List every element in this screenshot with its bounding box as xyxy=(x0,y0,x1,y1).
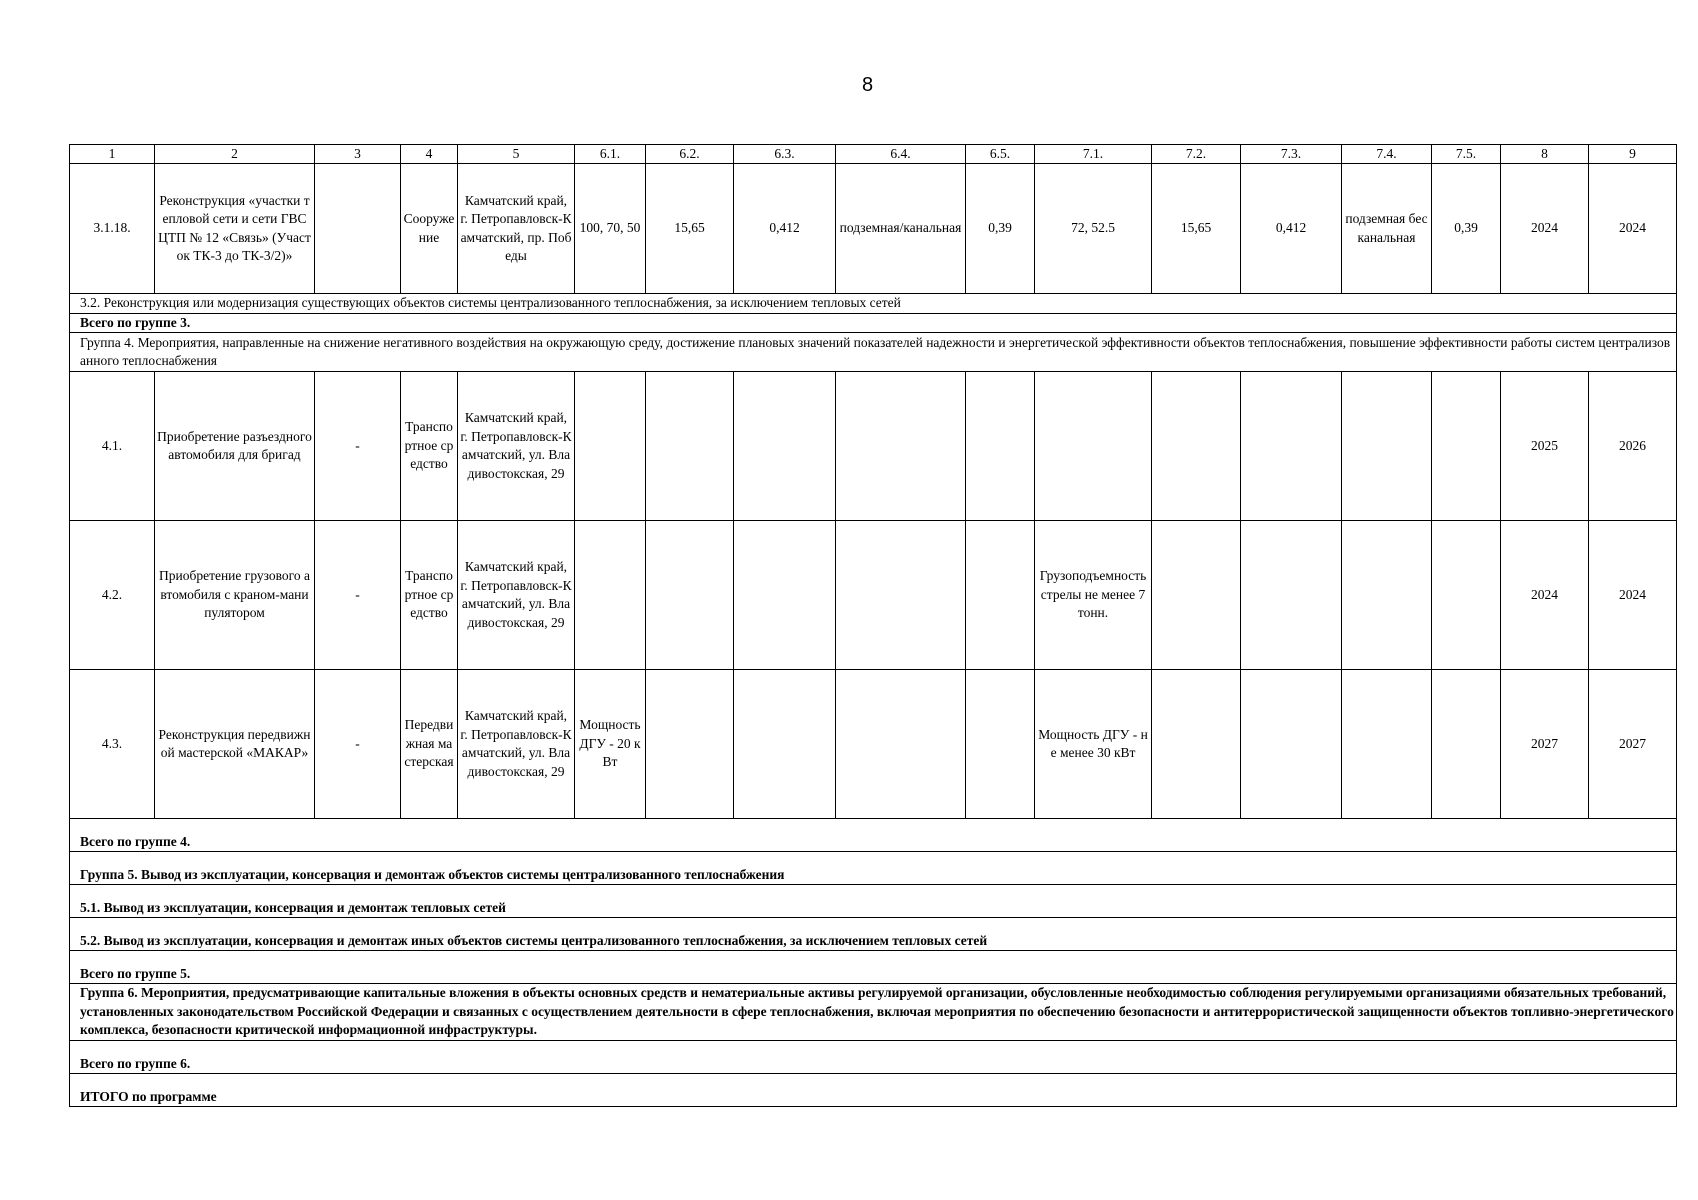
header-cell: 3 xyxy=(315,145,401,164)
cell-6-2 xyxy=(646,521,734,670)
measures-table xyxy=(69,144,1677,1107)
cell-year-end: 2026 xyxy=(1589,372,1677,521)
cell-7-4 xyxy=(1342,670,1432,819)
group-row-5 xyxy=(70,852,1677,885)
section-text: 5.2. Вывод из эксплуатации, консервация и демонтаж иных объектов системы централизованного теплоснабжения, за исключением тепловых сетей xyxy=(70,918,1677,951)
total-row-group-3 xyxy=(70,313,1677,333)
cell-number: 4.2. xyxy=(70,521,155,670)
cell-7-3 xyxy=(1241,372,1342,521)
cell-7-5 xyxy=(1432,670,1501,819)
cell-6-2 xyxy=(646,670,734,819)
cell-7-2 xyxy=(1152,521,1241,670)
cell-6-4 xyxy=(836,670,966,819)
cell-7-3 xyxy=(1241,521,1342,670)
header-cell: 6.4. xyxy=(836,145,966,164)
total-text: Всего по группе 4. xyxy=(70,819,1677,852)
header-row xyxy=(70,145,1677,164)
group-row-6 xyxy=(70,984,1677,1041)
cell-location: Камчатский край, г. Петропавловск-Камчатский, ул. Владивостокская, 29 xyxy=(458,670,575,819)
cell-location: Камчатский край, г. Петропавловск-Камчатский, ул. Владивостокская, 29 xyxy=(458,372,575,521)
cell-7-2 xyxy=(1152,670,1241,819)
cell-name: Реконструкция передвижной мастерской «МАКАР» xyxy=(155,670,315,819)
cell-object-type: Транспортное средство xyxy=(401,521,458,670)
cell-6-2: 15,65 xyxy=(646,164,734,294)
cell-6-4 xyxy=(836,521,966,670)
cell-7-1: Мощность ДГУ - не менее 30 кВт xyxy=(1035,670,1152,819)
header-cell: 8 xyxy=(1501,145,1589,164)
cell-6-3: 0,412 xyxy=(734,164,836,294)
header-cell: 5 xyxy=(458,145,575,164)
cell-number: 4.1. xyxy=(70,372,155,521)
header-cell: 2 xyxy=(155,145,315,164)
total-text: Всего по группе 3. xyxy=(70,313,1677,333)
section-row-5-1 xyxy=(70,885,1677,918)
cell-7-3: 0,412 xyxy=(1241,164,1342,294)
total-row-group-4 xyxy=(70,819,1677,852)
cell-7-5 xyxy=(1432,372,1501,521)
cell-6-2 xyxy=(646,372,734,521)
cell-7-5 xyxy=(1432,521,1501,670)
cell-7-3 xyxy=(1241,670,1342,819)
section-row-3-2 xyxy=(70,294,1677,314)
cell-6-3 xyxy=(734,670,836,819)
grand-total-row xyxy=(70,1074,1677,1107)
cell-year-end: 2024 xyxy=(1589,164,1677,294)
cell-7-2: 15,65 xyxy=(1152,164,1241,294)
cell-6-5: 0,39 xyxy=(966,164,1035,294)
cell-7-4 xyxy=(1342,372,1432,521)
cell-6-1: 100, 70, 50 xyxy=(575,164,646,294)
header-cell: 7.5. xyxy=(1432,145,1501,164)
cell-6-5 xyxy=(966,372,1035,521)
cell-c3: - xyxy=(315,521,401,670)
cell-c3 xyxy=(315,164,401,294)
header-cell: 7.2. xyxy=(1152,145,1241,164)
cell-6-3 xyxy=(734,372,836,521)
header-cell: 9 xyxy=(1589,145,1677,164)
cell-name: Приобретение грузового автомобиля с краном-манипулятором xyxy=(155,521,315,670)
total-text: Всего по группе 6. xyxy=(70,1041,1677,1074)
table-row-4-1 xyxy=(70,372,1677,521)
cell-c3: - xyxy=(315,372,401,521)
cell-object-type: Сооружение xyxy=(401,164,458,294)
cell-7-2 xyxy=(1152,372,1241,521)
header-cell: 6.3. xyxy=(734,145,836,164)
cell-7-1: Грузоподъемность стрелы не менее 7 тонн. xyxy=(1035,521,1152,670)
cell-6-5 xyxy=(966,521,1035,670)
cell-6-4 xyxy=(836,372,966,521)
group-text: Группа 4. Мероприятия, направленные на снижение негативного воздействия на окружающую среду, достижение плановых значений показателей надежности и энергетической эффективности объектов теплоснабжения, повышение эффективности работы систем централизованного теплоснабжения xyxy=(70,333,1677,372)
cell-6-1: Мощность ДГУ - 20 кВт xyxy=(575,670,646,819)
section-row-5-2 xyxy=(70,918,1677,951)
cell-number: 3.1.18. xyxy=(70,164,155,294)
cell-c3: - xyxy=(315,670,401,819)
cell-6-3 xyxy=(734,521,836,670)
group-row-4 xyxy=(70,333,1677,372)
table-row-3-1-18 xyxy=(70,164,1677,294)
cell-name: Приобретение разъездного автомобиля для бригад xyxy=(155,372,315,521)
total-row-group-5 xyxy=(70,951,1677,984)
cell-year-start: 2027 xyxy=(1501,670,1589,819)
header-cell: 4 xyxy=(401,145,458,164)
cell-object-type: Транспортное средство xyxy=(401,372,458,521)
table-row-4-2 xyxy=(70,521,1677,670)
header-cell: 1 xyxy=(70,145,155,164)
cell-6-1 xyxy=(575,372,646,521)
total-text: Всего по группе 5. xyxy=(70,951,1677,984)
cell-number: 4.3. xyxy=(70,670,155,819)
cell-year-start: 2024 xyxy=(1501,521,1589,670)
cell-year-start: 2024 xyxy=(1501,164,1589,294)
cell-6-5 xyxy=(966,670,1035,819)
cell-7-5: 0,39 xyxy=(1432,164,1501,294)
section-text: 3.2. Реконструкция или модернизация существующих объектов системы централизованного теплоснабжения, за исключением тепловых сетей xyxy=(70,294,1677,314)
group-text: Группа 6. Мероприятия, предусматривающие капитальные вложения в объекты основных средств и нематериальные активы регулируемой организации, обусловленные необходимостью соблюдения регулируемыми организациями обязательных требований, установленных законодательством Российской Федерации и связанных с осуществлением деятельности в сфере теплоснабжения, включая мероприятия по обеспечению безопасности и антитеррористической защищенности объектов топливно-энергетического комплекса, безопасности критической информационной инфраструктуры. xyxy=(70,984,1677,1041)
cell-year-end: 2027 xyxy=(1589,670,1677,819)
page-number: 8 xyxy=(861,74,874,96)
cell-name: Реконструкция «участки тепловой сети и сети ГВС ЦТП № 12 «Связь» (Участок ТК-3 до ТК-3/2)» xyxy=(155,164,315,294)
cell-year-end: 2024 xyxy=(1589,521,1677,670)
header-cell: 6.1. xyxy=(575,145,646,164)
cell-location: Камчатский край, г. Петропавловск-Камчатский, ул. Владивостокская, 29 xyxy=(458,521,575,670)
header-cell: 6.5. xyxy=(966,145,1035,164)
section-text: 5.1. Вывод из эксплуатации, консервация и демонтаж тепловых сетей xyxy=(70,885,1677,918)
cell-object-type: Передвижная мастерская xyxy=(401,670,458,819)
cell-location: Камчатский край, г. Петропавловск-Камчатский, пр. Победы xyxy=(458,164,575,294)
group-text: Группа 5. Вывод из эксплуатации, консервация и демонтаж объектов системы централизованного теплоснабжения xyxy=(70,852,1677,885)
header-cell: 6.2. xyxy=(646,145,734,164)
table-row-4-3 xyxy=(70,670,1677,819)
cell-7-4: подземная бесканальная xyxy=(1342,164,1432,294)
grand-total-text: ИТОГО по программе xyxy=(70,1074,1677,1107)
header-cell: 7.4. xyxy=(1342,145,1432,164)
cell-7-1 xyxy=(1035,372,1152,521)
header-cell: 7.1. xyxy=(1035,145,1152,164)
cell-7-4 xyxy=(1342,521,1432,670)
total-row-group-6 xyxy=(70,1041,1677,1074)
cell-6-1 xyxy=(575,521,646,670)
cell-7-1: 72, 52.5 xyxy=(1035,164,1152,294)
header-cell: 7.3. xyxy=(1241,145,1342,164)
cell-year-start: 2025 xyxy=(1501,372,1589,521)
cell-6-4: подземная/канальная xyxy=(836,164,966,294)
